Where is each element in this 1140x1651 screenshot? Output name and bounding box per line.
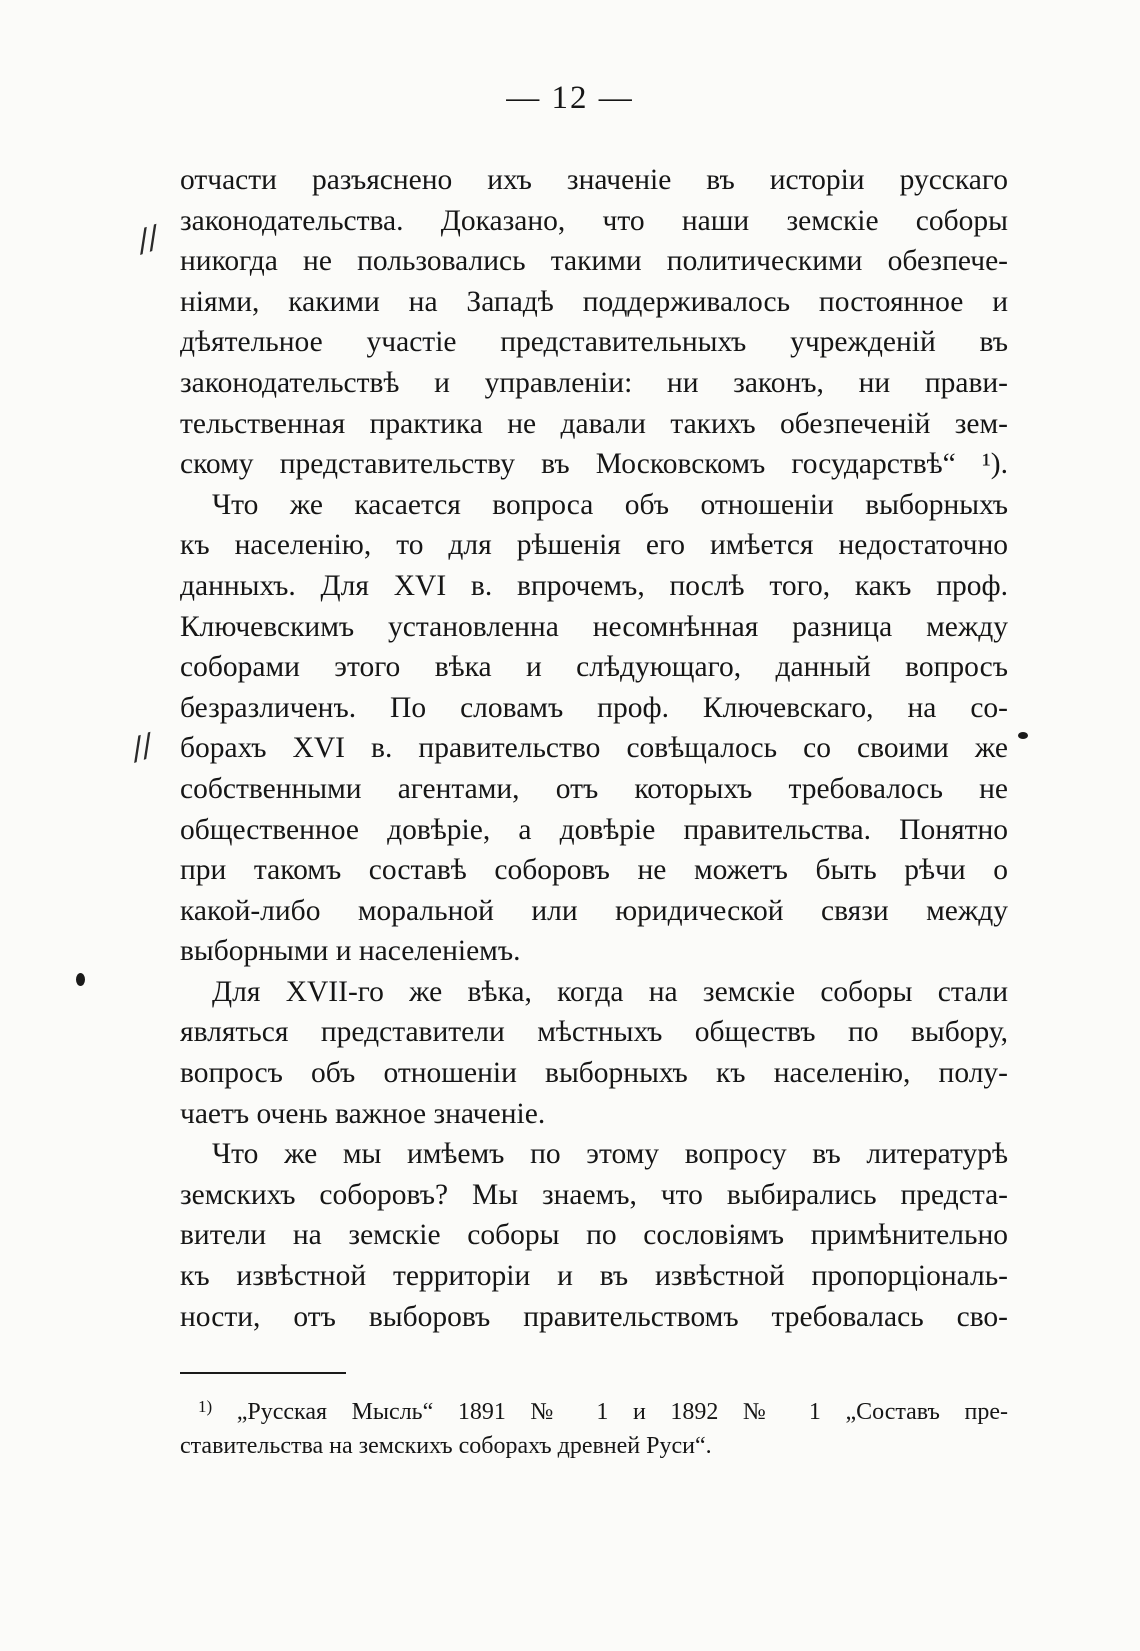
text-line: общественное довѣріе, а довѣріе правительства. Понятно <box>180 813 1008 846</box>
text-line: Что же касается вопроса объ отношеніи выборныхъ <box>212 488 1008 521</box>
margin-annotation-mark: // <box>133 219 164 260</box>
text-line: данныхъ. Для XVI в. впрочемъ, послѣ того, какъ проф. <box>180 569 1008 602</box>
text-line: земскихъ соборовъ? Мы знаемъ, что выбирались предста- <box>180 1178 1008 1211</box>
text-line: законодательства. Доказано, что наши земскіе соборы <box>180 204 1008 237</box>
text-line: какой-либо моральной или юридической связи между <box>180 894 1008 927</box>
text-line: законодательствѣ и управленіи: ни законъ, ни прави- <box>180 366 1008 399</box>
margin-annotation-mark: // <box>127 727 158 768</box>
body-text <box>180 160 1008 1337</box>
text-line: никогда не пользовались такими политическими обезпече- <box>180 245 1008 278</box>
text-line: ности, отъ выборовъ правительствомъ требовалась сво- <box>180 1300 1008 1333</box>
text-line: являться представители мѣстныхъ обществъ по выбору, <box>180 1016 1008 1049</box>
text-line: при такомъ составѣ соборовъ не можетъ быть рѣчи о <box>180 854 1008 887</box>
text-line: собственными агентами, отъ которыхъ требовалось не <box>180 772 1008 805</box>
footnote-line: ставительства на земскихъ соборахъ древней Руси“. <box>180 1433 712 1459</box>
footnote-rule <box>180 1372 346 1374</box>
text-line: дѣятельное участіе представительныхъ учрежденій въ <box>180 326 1008 359</box>
text-line: ніями, какими на Западѣ поддерживалось постоянное и <box>180 285 1008 318</box>
ink-spot <box>76 973 85 986</box>
text-line: тельственная практика не давали такихъ обезпеченій зем- <box>180 407 1008 440</box>
text-line: чаетъ очень важное значеніе. <box>180 1097 546 1130</box>
text-line: отчасти разъяснено ихъ значеніе въ исторіи русскаго <box>180 164 1008 196</box>
text-line: Для XVII-го же вѣка, когда на земскіе соборы стали <box>212 975 1008 1008</box>
text-line: Что же мы имѣемъ по этому вопросу въ литературѣ <box>212 1138 1008 1171</box>
text-line: къ извѣстной территоріи и въ извѣстной пропорціональ- <box>180 1260 1008 1293</box>
text-line: Ключевскимъ установленна несомнѣнная разница между <box>180 610 1008 643</box>
footnote <box>180 1390 1008 1463</box>
footnote-marker: 1) <box>198 1397 213 1416</box>
text-line: выборными и населеніемъ. <box>180 935 521 968</box>
footnote-line <box>180 1390 1008 1429</box>
page-number: — 12 — <box>506 80 634 116</box>
text-line: борахъ XVI в. правительство совѣщалось со своими же <box>180 732 1008 765</box>
text-line: безразличенъ. По словамъ проф. Ключевскаго, на со- <box>180 691 1008 724</box>
ink-spot <box>1018 732 1028 739</box>
text-line: скому представительству въ Московскомъ государствѣ“ ¹). <box>180 448 1008 481</box>
text-line: соборами этого вѣка и слѣдующаго, данный вопросъ <box>180 651 1008 684</box>
text-line: вопросъ объ отношеніи выборныхъ къ населенію, полу- <box>180 1057 1008 1090</box>
text-line: вители на земскіе соборы по сословіямъ примѣнительно <box>180 1219 1008 1252</box>
text-line: къ населенію, то для рѣшенія его имѣется недостаточно <box>180 529 1008 562</box>
footnote-text: „Русская Мысль“ 1891 № 1 и 1892 № 1 „Составъ пре- <box>236 1399 1008 1425</box>
